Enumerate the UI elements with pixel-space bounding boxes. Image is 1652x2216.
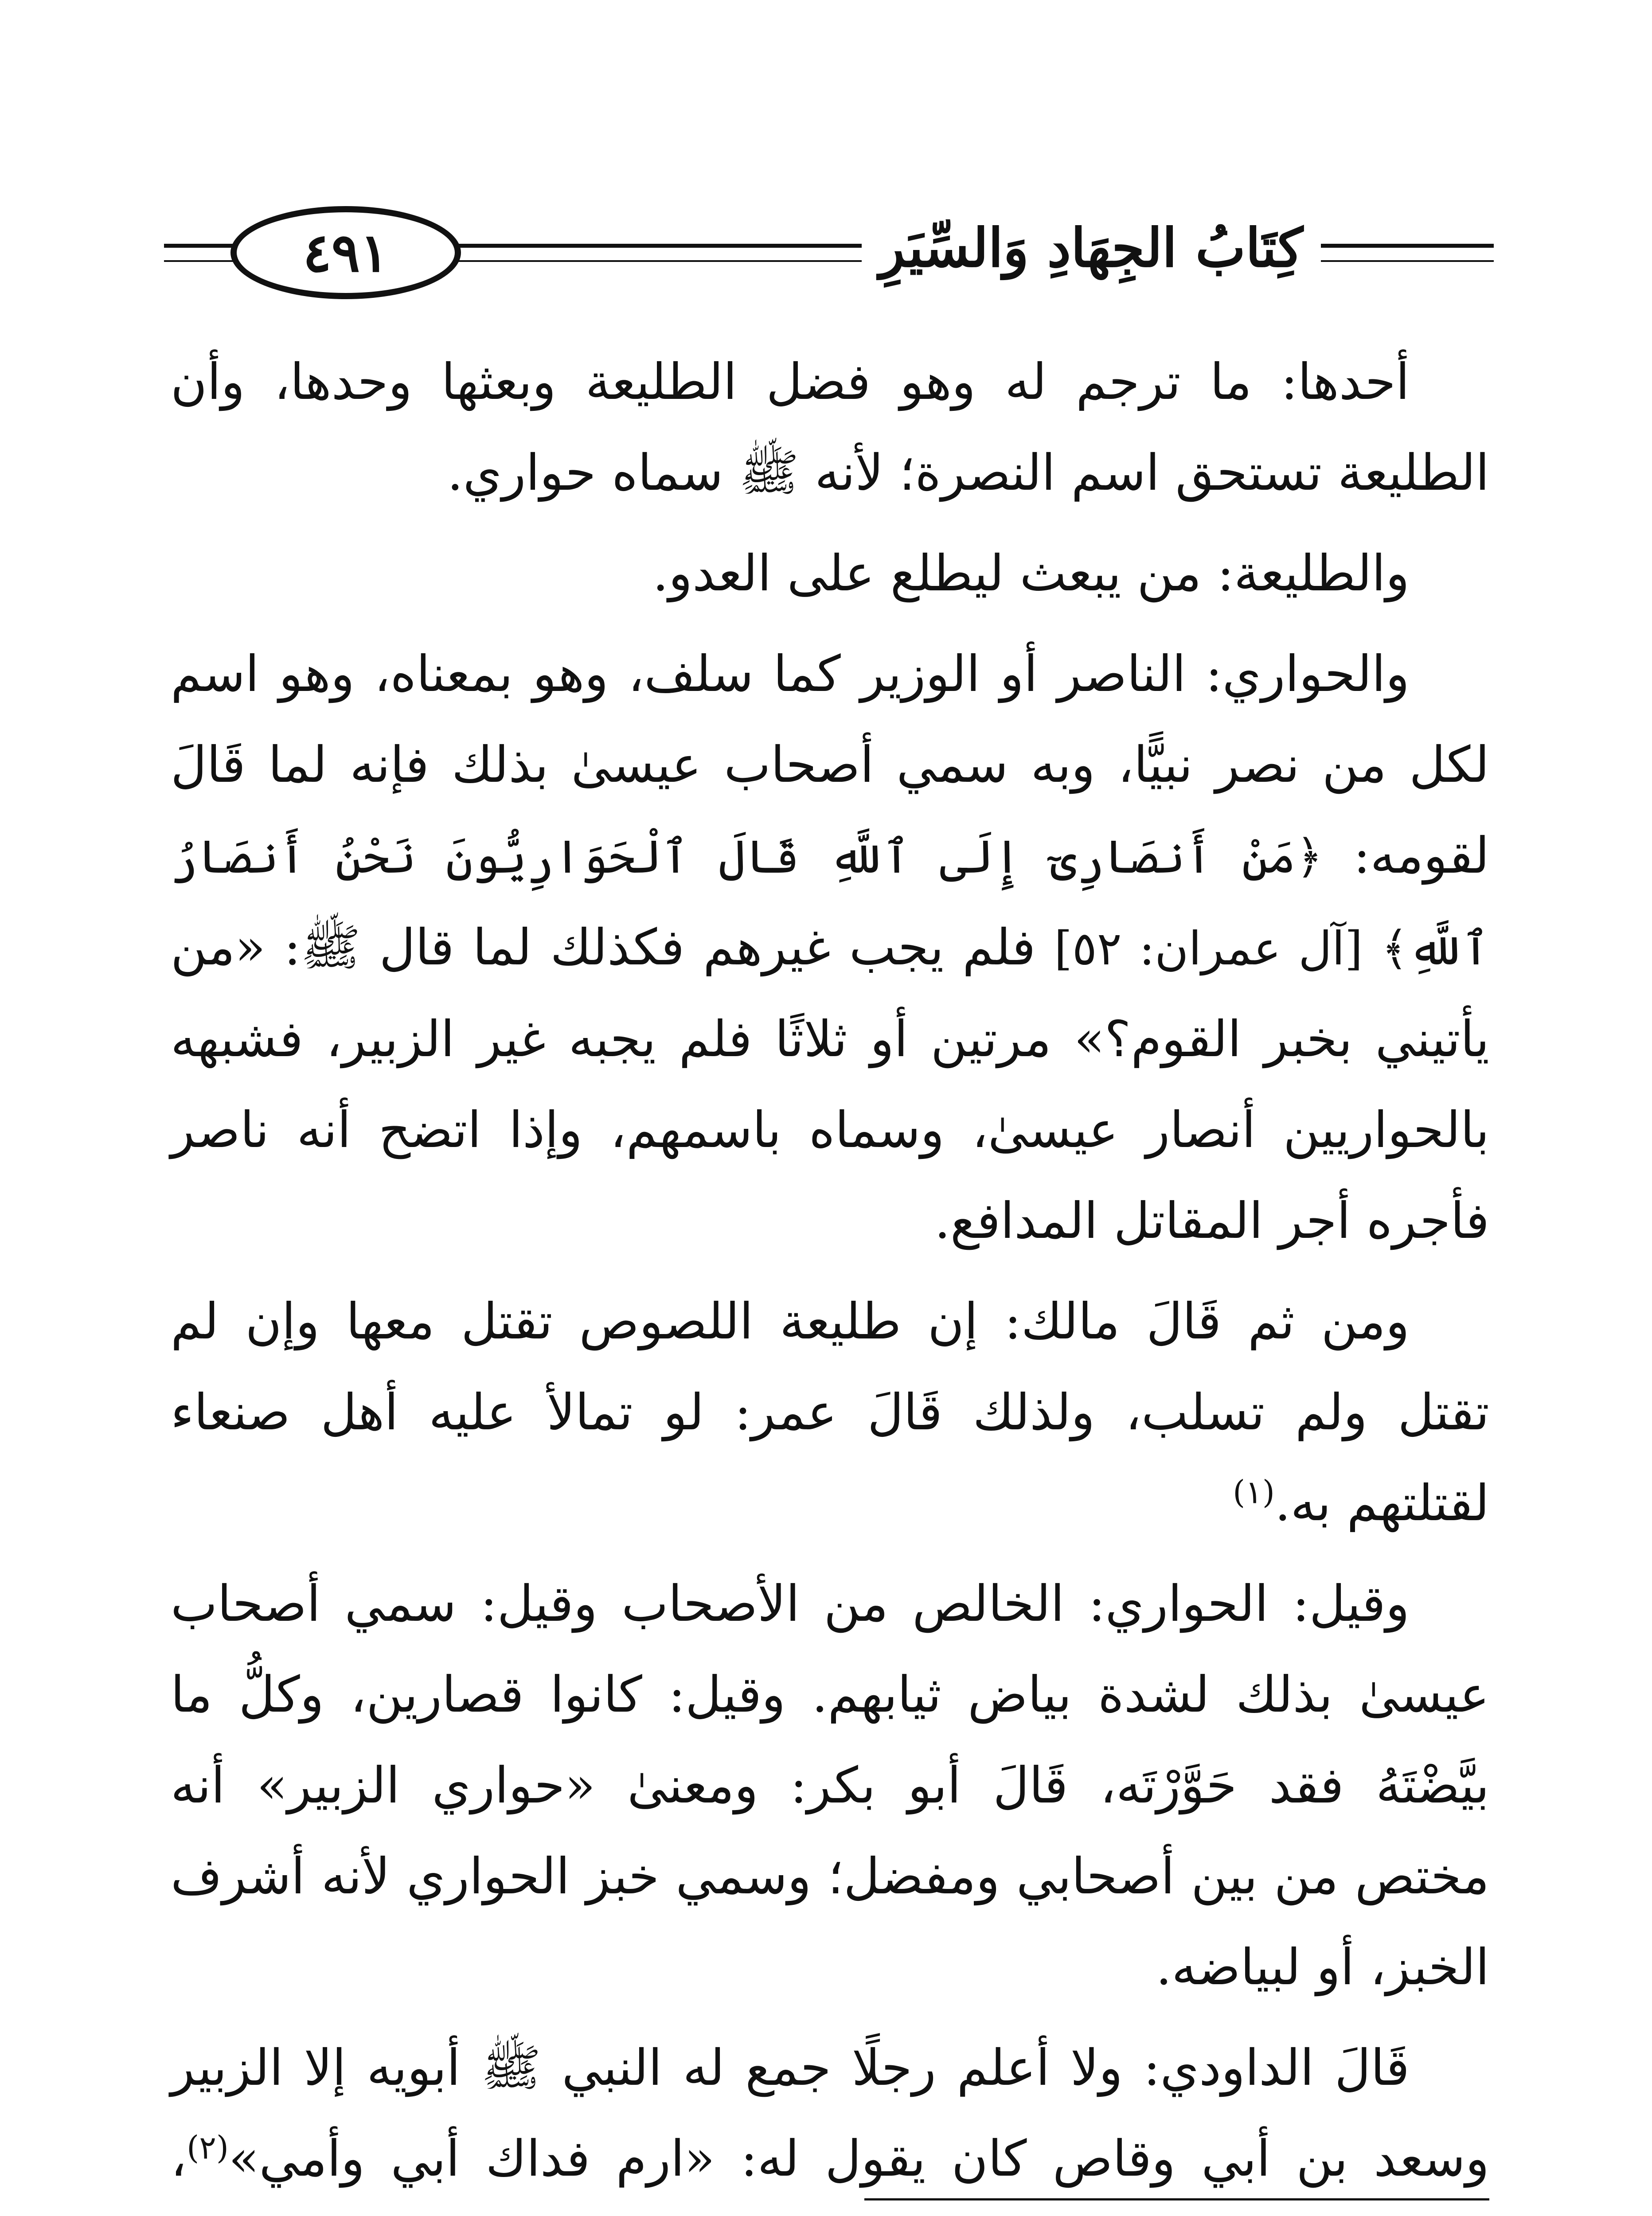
verse-reference: [آل عمران: ٥٢] [1054,921,1363,975]
paragraph-3-text-b: فلم يجب غيرهم فكذلك لما قال ﷺ: «من يأتيني بخبر القوم؟» مرتين أو ثلاثًا فلم يجبه غير الزبير، فشبهه بالحواريين أنصار عيسىٰ، وسماه باسمهم، وإذا اتضح أنه ناصر فأجره أجر المقاتل المدافع. [171,919,1489,1250]
page-number: ٤٩١ [303,221,389,284]
page-header [164,202,1485,304]
footnote-marker-2: (٢) [187,2129,229,2166]
book-title: كِتَابُ الجِهَادِ وَالسِّيَرِ [862,215,1321,281]
paragraph-1-text: أحدها: ما ترجم له وهو فضل الطليعة وبعثها وحدها، وأن الطليعة تستحق اسم النصرة؛ لأنه ﷺ سماه حواري. [171,353,1489,502]
main-text [171,337,1489,2216]
quran-verse: ﴿مَنْ أَنصَارِىٓ إِلَى ٱللَّهِ قَالَ ٱلْحَوَارِيُّونَ نَحْنُ أَنصَارُ ٱللَّهِ﴾ [171,830,1489,975]
paragraph-2-text: والطليعة: من يبعث ليطلع على العدو. [652,545,1410,602]
paragraph-5 [171,1559,1489,2013]
paragraph-3-text-a: والحواري: الناصر أو الوزير كما سلف، وهو بمعناه، وهو اسم لكل من نصر نبيًّا، وبه سمي أصحاب عيسىٰ بذلك فإنه لما قَالَ لقومه: [171,645,1489,885]
paragraph-6-text-a: قَالَ الداودي: ولا أعلم رجلًا جمع له النبي ﷺ أبويه إلا الزبير وسعد بن أبي وقاص كان يقول له: «ارم فداك أبي وأمي» [171,2039,1489,2188]
paragraph-3 [171,629,1489,1267]
paragraph-4 [171,1276,1489,1549]
footnote-separator [864,2198,1489,2200]
paragraph-6 [171,2023,1489,2216]
paragraph-6-text-b: ، [171,2130,187,2188]
footnote-marker-1: (١) [1233,1473,1275,1511]
paragraph-1 [171,337,1489,519]
paragraph-5-text: وقيل: الحواري: الخالص من الأصحاب وقيل: سمي أصحاب عيسىٰ بذلك لشدة بياض ثيابهم. وقيل: كانوا قصارين، وكلُّ ما بيَّضْتَهُ فقد حَوَّرْتَه، قَالَ أبو بكر: ومعنىٰ «حواري الزبير» أنه مختص من بين أصحابي ومفضل؛ وسمي خبز الحواري لأنه أشرف الخبز، أو لبياضه. [171,1575,1489,1996]
page-number-badge [230,206,461,299]
paragraph-2 [171,528,1489,619]
paragraph-4-text: ومن ثم قَالَ مالك: إن طليعة اللصوص تقتل معها وإن لم تقتل ولم تسلب، ولذلك قَالَ عمر: لو تمالأ عليه أهل صنعاء لقتلتهم به. [171,1293,1489,1532]
